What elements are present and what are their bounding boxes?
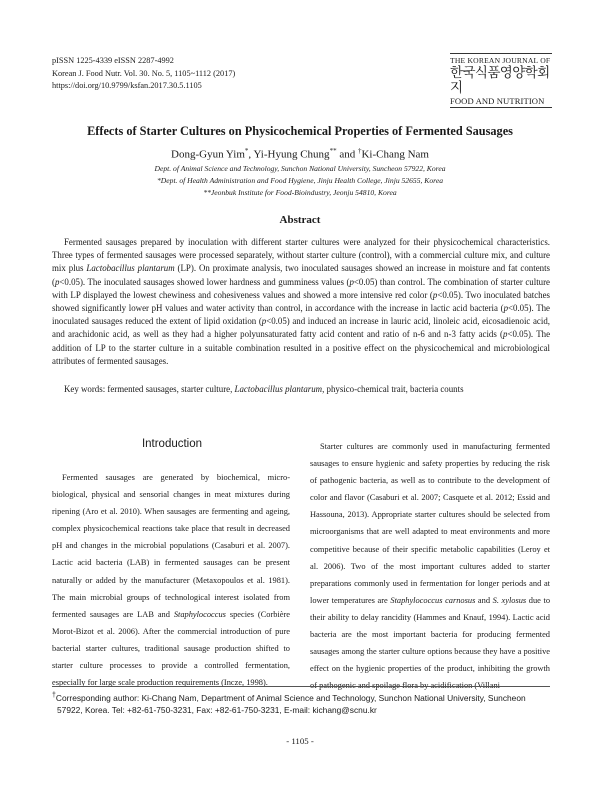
keywords-label: Key words: [64,384,108,394]
author-2: Yi-Hyung Chung [253,148,330,161]
affiliation-1: Dept. of Animal Science and Technology, Sunchon National University, Suncheon 57922, Korea [154,164,446,173]
journal-name-top: THE KOREAN JOURNAL OF [450,53,552,66]
page-number: - 1105 - [286,736,314,746]
author-3-mark: † [357,147,362,155]
journal-logo [450,53,552,108]
author-and: and [336,148,358,161]
affiliation-2: *Dept. of Health Administration and Food Hygiene, Jinju Health College, Jinju 52655, Korea [157,176,443,185]
author-2-mark: ** [329,147,337,155]
author-1: Dong-Gyun Yim [171,148,245,161]
abstract-heading: Abstract [279,214,321,226]
paper-title: Effects of Starter Cultures on Physicochemical Properties of Fermented Sausages [87,124,513,138]
author-3: Ki-Chang Nam [361,148,429,161]
footnote-divider [52,686,550,687]
author-1-mark: * [244,147,249,155]
author-line [40,147,560,161]
journal-name-korean: 한국식품영양학회지 [450,65,550,96]
keywords: Key words: fermented sausages, starter culture, Lactobacillus plantarum, physico-chemical trait, bacteria counts [64,384,464,394]
corresponding-author-footnote: †Corresponding author: Ki-Chang Nam, Department of Animal Science and Technology, Sunchon National University, Suncheon 57922, Korea. Tel: +82-61-750-3231, Fax: +82-61-750-3231, E-mail: kichang@scnu.kr [52,692,526,716]
doi-link[interactable]: https://doi.org/10.9799/ksfan.2017.30.5.1105 [52,81,202,91]
footnote-mark: † [52,692,56,699]
citation-line: Korean J. Food Nutr. Vol. 30. No. 5, 1105~1112 (2017) [52,68,236,78]
journal-name-bottom: FOOD AND NUTRITION [450,96,552,108]
introduction-heading: Introduction [141,438,203,450]
journal-citation-block [52,55,235,93]
affiliation-3: **Jeonbuk Institute for Food-Bioindustry, Jeonju 54810, Korea [203,188,397,197]
issn-line: pISSN 1225-4339 eISSN 2287-4992 [52,56,174,65]
intro-left-column: Fermented sausages are generated by biochemical, micro-biological, physical and sensorial changes in meat mixtures during ripening (Aro et al. 2010). When sausages are fermenting and ageing, complex physicochemical reactions take place that result in decreased pH and changes in the microbial populations (Casaburi et al. 2007). Lactic acid bacteria (LAB) in fermented sausages can be present naturally or added by the manufacturer (Metaxopoulos et al. 1981). The main microbial groups of technological interest isolated from fermented sausages are LAB and Staphylococcus species (Corbière Morot-Bizot et al. 2006). After the commercial introduction of pure bacterial starter cultures, traditional sausage production shifted to starter culture processes to provide a controlled fermentation, especially for large scale production requirements (Incze, 1998). [52,473,290,688]
intro-right-column: Starter cultures are commonly used in manufacturing fermented sausages to ensure hygienic and safety properties by reducing the risk of pathogenic bacteria, as well as to contribute to the development of color and flavor (Casaburi et al. 2007; Casquete et al. 2012; Essid and Hassouna, 2013). Appropriate starter cultures should be selected from microorganisms that are well adapted to meat environments and more competitive because of their specific metabolic capabilities (Leroy et al. 2006). Two of the most important cultures added to starter preparations commonly used in fermentation for longer periods and at lower temperatures are Staphylococcus carnosus and S. xylosus due to their ability to delay rancidity (Hammes and Knauf, 1994). Lactic acid bacteria are the most important bacteria for producing fermented sausages among the starter culture options because they have a positive effect on the hygienic properties of the product, inhibiting the growth of pathogenic and spoilage flora by acidification (Villani [310,442,551,691]
abstract-text: Fermented sausages prepared by inoculation with different starter cultures were analyzed for their physicochemical characteristics. Three types of fermented sausages were processed separately, without starter culture (control), with a commercial culture mix, and culture mix plus Lactobacillus plantarum (LP). On proximate analysis, two inoculated sausages showed an increase in moisture and fat contents (p<0.05). The inoculated sausages showed lower hardness and gumminess values (p<0.05) than control. The combination of starter culture with LP displayed the lowest chewiness and cohesiveness values and showed a more intensive red color (p<0.05). Two inoculated batches showed significantly lower pH values and water activity than control, in accordance with the increase in lactic acid bacteria (p<0.05). The inoculated sausages reduced the extent of lipid oxidation (p<0.05) and induced an increase in lauric acid, linoleic acid, eicosadienoic acid, and arachidonic acid, as well as they had a higher polyunsaturated fatty acid content and ratio of n-6 and n-3 fatty acids (p<0.05). The addition of LP to the starter culture in a suitable combination resulted in a positive effect on the physicochemical and microbiological attributes of fermented sausages. [52,237,551,366]
author-sep: , [248,148,254,161]
